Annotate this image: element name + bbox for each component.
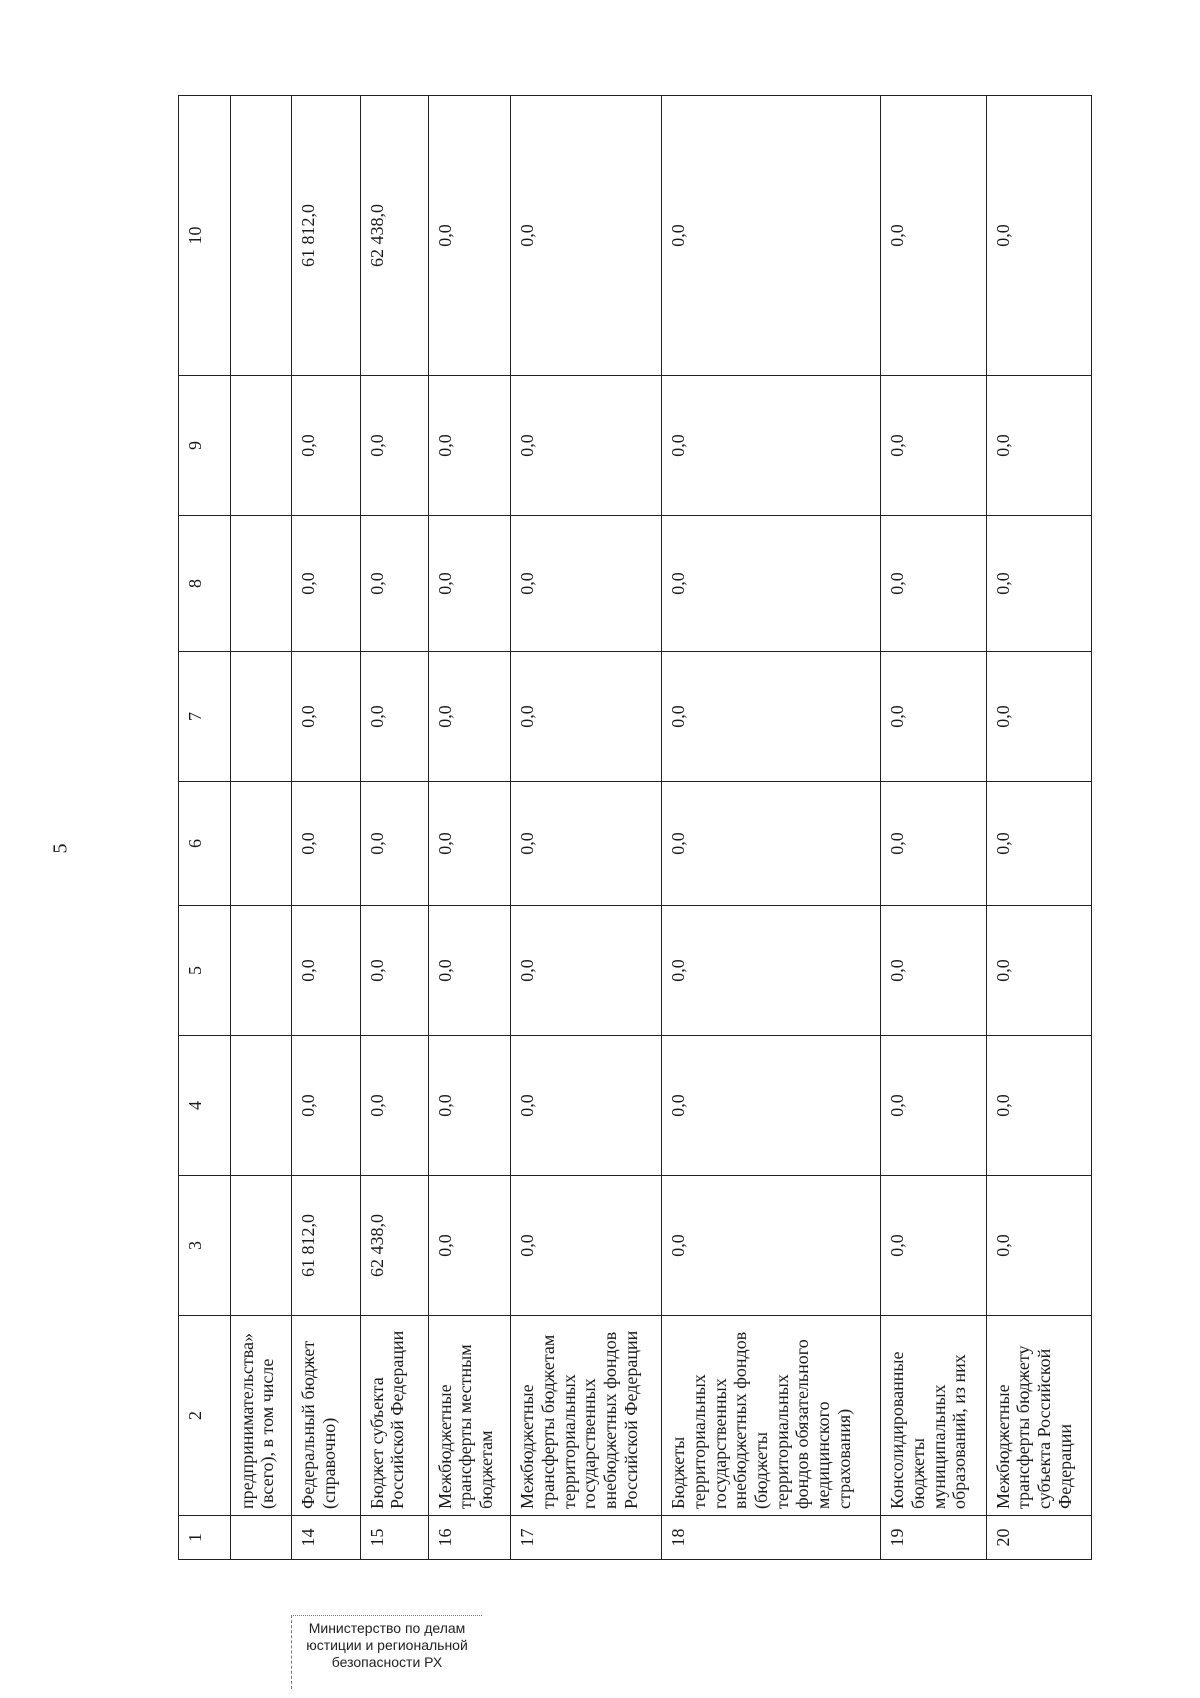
cell-value: 0,0 bbox=[662, 906, 881, 1036]
row-number: 17 bbox=[511, 1516, 662, 1560]
row-name: Межбюджетные трансферты бюджету субъекта Российской Федерации bbox=[986, 1316, 1091, 1516]
cell-value: 0,0 bbox=[986, 906, 1091, 1036]
column-header: 9 bbox=[179, 376, 231, 516]
cell-value bbox=[230, 906, 292, 1036]
stamp-line: юстиции и региональной bbox=[306, 1637, 468, 1653]
row-number: 20 bbox=[986, 1516, 1091, 1560]
stamp-line: безопасности РХ bbox=[331, 1654, 443, 1670]
cell-value: 0,0 bbox=[881, 1036, 986, 1176]
ministry-stamp bbox=[291, 1615, 482, 1689]
cell-value: 0,0 bbox=[511, 906, 662, 1036]
cell-value: 0,0 bbox=[986, 652, 1091, 782]
cell-value: 61 812,0 bbox=[292, 1176, 360, 1316]
table-row bbox=[662, 96, 881, 1560]
cell-value: 0,0 bbox=[511, 782, 662, 906]
row-number: 18 bbox=[662, 1516, 881, 1560]
row-name: Межбюджетные трансферты бюджетам территориальных государственных внебюджетных фондов Российской Федерации bbox=[511, 1316, 662, 1516]
cell-value: 0,0 bbox=[360, 906, 428, 1036]
row-number: 14 bbox=[292, 1516, 360, 1560]
cell-value bbox=[230, 376, 292, 516]
cell-value bbox=[230, 782, 292, 906]
cell-value: 0,0 bbox=[986, 516, 1091, 652]
cell-value: 0,0 bbox=[986, 1176, 1091, 1316]
table-row bbox=[360, 96, 428, 1560]
budget-table-rotated bbox=[178, 96, 1092, 1560]
row-name: Межбюджетные трансферты местным бюджетам bbox=[428, 1316, 511, 1516]
cell-value: 0,0 bbox=[428, 1036, 511, 1176]
row-name: Бюджет субъекта Российской Федерации bbox=[360, 1316, 428, 1516]
column-header: 4 bbox=[179, 1036, 231, 1176]
cell-value: 0,0 bbox=[428, 782, 511, 906]
table-row bbox=[428, 96, 511, 1560]
cell-value: 0,0 bbox=[292, 906, 360, 1036]
cell-value: 0,0 bbox=[986, 376, 1091, 516]
cell-value: 0,0 bbox=[511, 96, 662, 376]
cell-value: 0,0 bbox=[428, 516, 511, 652]
cell-value: 0,0 bbox=[360, 376, 428, 516]
cell-value: 0,0 bbox=[662, 516, 881, 652]
column-header: 8 bbox=[179, 516, 231, 652]
table-row bbox=[881, 96, 986, 1560]
row-name: Бюджеты территориальных государственных внебюджетных фондов (бюджеты территориальных фондов обязательного медицинского страхования) bbox=[662, 1316, 881, 1516]
cell-value: 0,0 bbox=[662, 782, 881, 906]
cell-value bbox=[230, 96, 292, 376]
cell-value: 62 438,0 bbox=[360, 96, 428, 376]
row-name: предпринимательства» (всего), в том числе bbox=[230, 1316, 292, 1516]
cell-value: 0,0 bbox=[881, 1176, 986, 1316]
cell-value: 0,0 bbox=[428, 1176, 511, 1316]
column-header: 6 bbox=[179, 782, 231, 906]
cell-value: 0,0 bbox=[881, 96, 986, 376]
cell-value: 0,0 bbox=[662, 652, 881, 782]
page-number: 5 bbox=[49, 843, 72, 854]
cell-value: 0,0 bbox=[428, 652, 511, 782]
cell-value: 0,0 bbox=[511, 376, 662, 516]
cell-value: 0,0 bbox=[662, 1176, 881, 1316]
table-header-row bbox=[179, 96, 231, 1560]
cell-value: 0,0 bbox=[292, 782, 360, 906]
cell-value: 0,0 bbox=[428, 96, 511, 376]
cell-value: 0,0 bbox=[881, 376, 986, 516]
cell-value: 0,0 bbox=[662, 1036, 881, 1176]
cell-value: 62 438,0 bbox=[360, 1176, 428, 1316]
row-name: Консолидированные бюджеты муниципальных образований, из них bbox=[881, 1316, 986, 1516]
row-number: 15 bbox=[360, 1516, 428, 1560]
cell-value: 0,0 bbox=[511, 1176, 662, 1316]
cell-value: 0,0 bbox=[292, 376, 360, 516]
cell-value: 0,0 bbox=[428, 376, 511, 516]
cell-value: 0,0 bbox=[292, 516, 360, 652]
budget-table bbox=[178, 95, 1092, 1560]
stamp-line: Министерство по делам bbox=[308, 1620, 466, 1636]
cell-value: 0,0 bbox=[360, 782, 428, 906]
cell-value bbox=[230, 652, 292, 782]
column-header: 10 bbox=[179, 96, 231, 376]
table-row bbox=[511, 96, 662, 1560]
row-number: 16 bbox=[428, 1516, 511, 1560]
row-number bbox=[230, 1516, 292, 1560]
cell-value: 0,0 bbox=[881, 782, 986, 906]
column-header: 5 bbox=[179, 906, 231, 1036]
cell-value: 0,0 bbox=[428, 906, 511, 1036]
column-header: 7 bbox=[179, 652, 231, 782]
cell-value: 0,0 bbox=[360, 1036, 428, 1176]
table-row bbox=[230, 96, 292, 1560]
cell-value: 0,0 bbox=[662, 376, 881, 516]
column-header: 3 bbox=[179, 1176, 231, 1316]
table-row bbox=[986, 96, 1091, 1560]
cell-value: 0,0 bbox=[511, 1036, 662, 1176]
cell-value: 0,0 bbox=[292, 652, 360, 782]
cell-value: 0,0 bbox=[881, 516, 986, 652]
row-number: 19 bbox=[881, 1516, 986, 1560]
cell-value: 61 812,0 bbox=[292, 96, 360, 376]
row-name: Федеральный бюджет (справочно) bbox=[292, 1316, 360, 1516]
cell-value: 0,0 bbox=[292, 1036, 360, 1176]
cell-value bbox=[230, 1176, 292, 1316]
cell-value: 0,0 bbox=[881, 652, 986, 782]
cell-value: 0,0 bbox=[360, 516, 428, 652]
cell-value: 0,0 bbox=[986, 782, 1091, 906]
cell-value: 0,0 bbox=[881, 906, 986, 1036]
table-row bbox=[292, 96, 360, 1560]
cell-value: 0,0 bbox=[986, 1036, 1091, 1176]
cell-value: 0,0 bbox=[511, 652, 662, 782]
cell-value: 0,0 bbox=[360, 652, 428, 782]
cell-value bbox=[230, 1036, 292, 1176]
cell-value: 0,0 bbox=[986, 96, 1091, 376]
cell-value: 0,0 bbox=[511, 516, 662, 652]
column-header: 2 bbox=[179, 1316, 231, 1516]
column-header: 1 bbox=[179, 1516, 231, 1560]
cell-value: 0,0 bbox=[662, 96, 881, 376]
cell-value bbox=[230, 516, 292, 652]
